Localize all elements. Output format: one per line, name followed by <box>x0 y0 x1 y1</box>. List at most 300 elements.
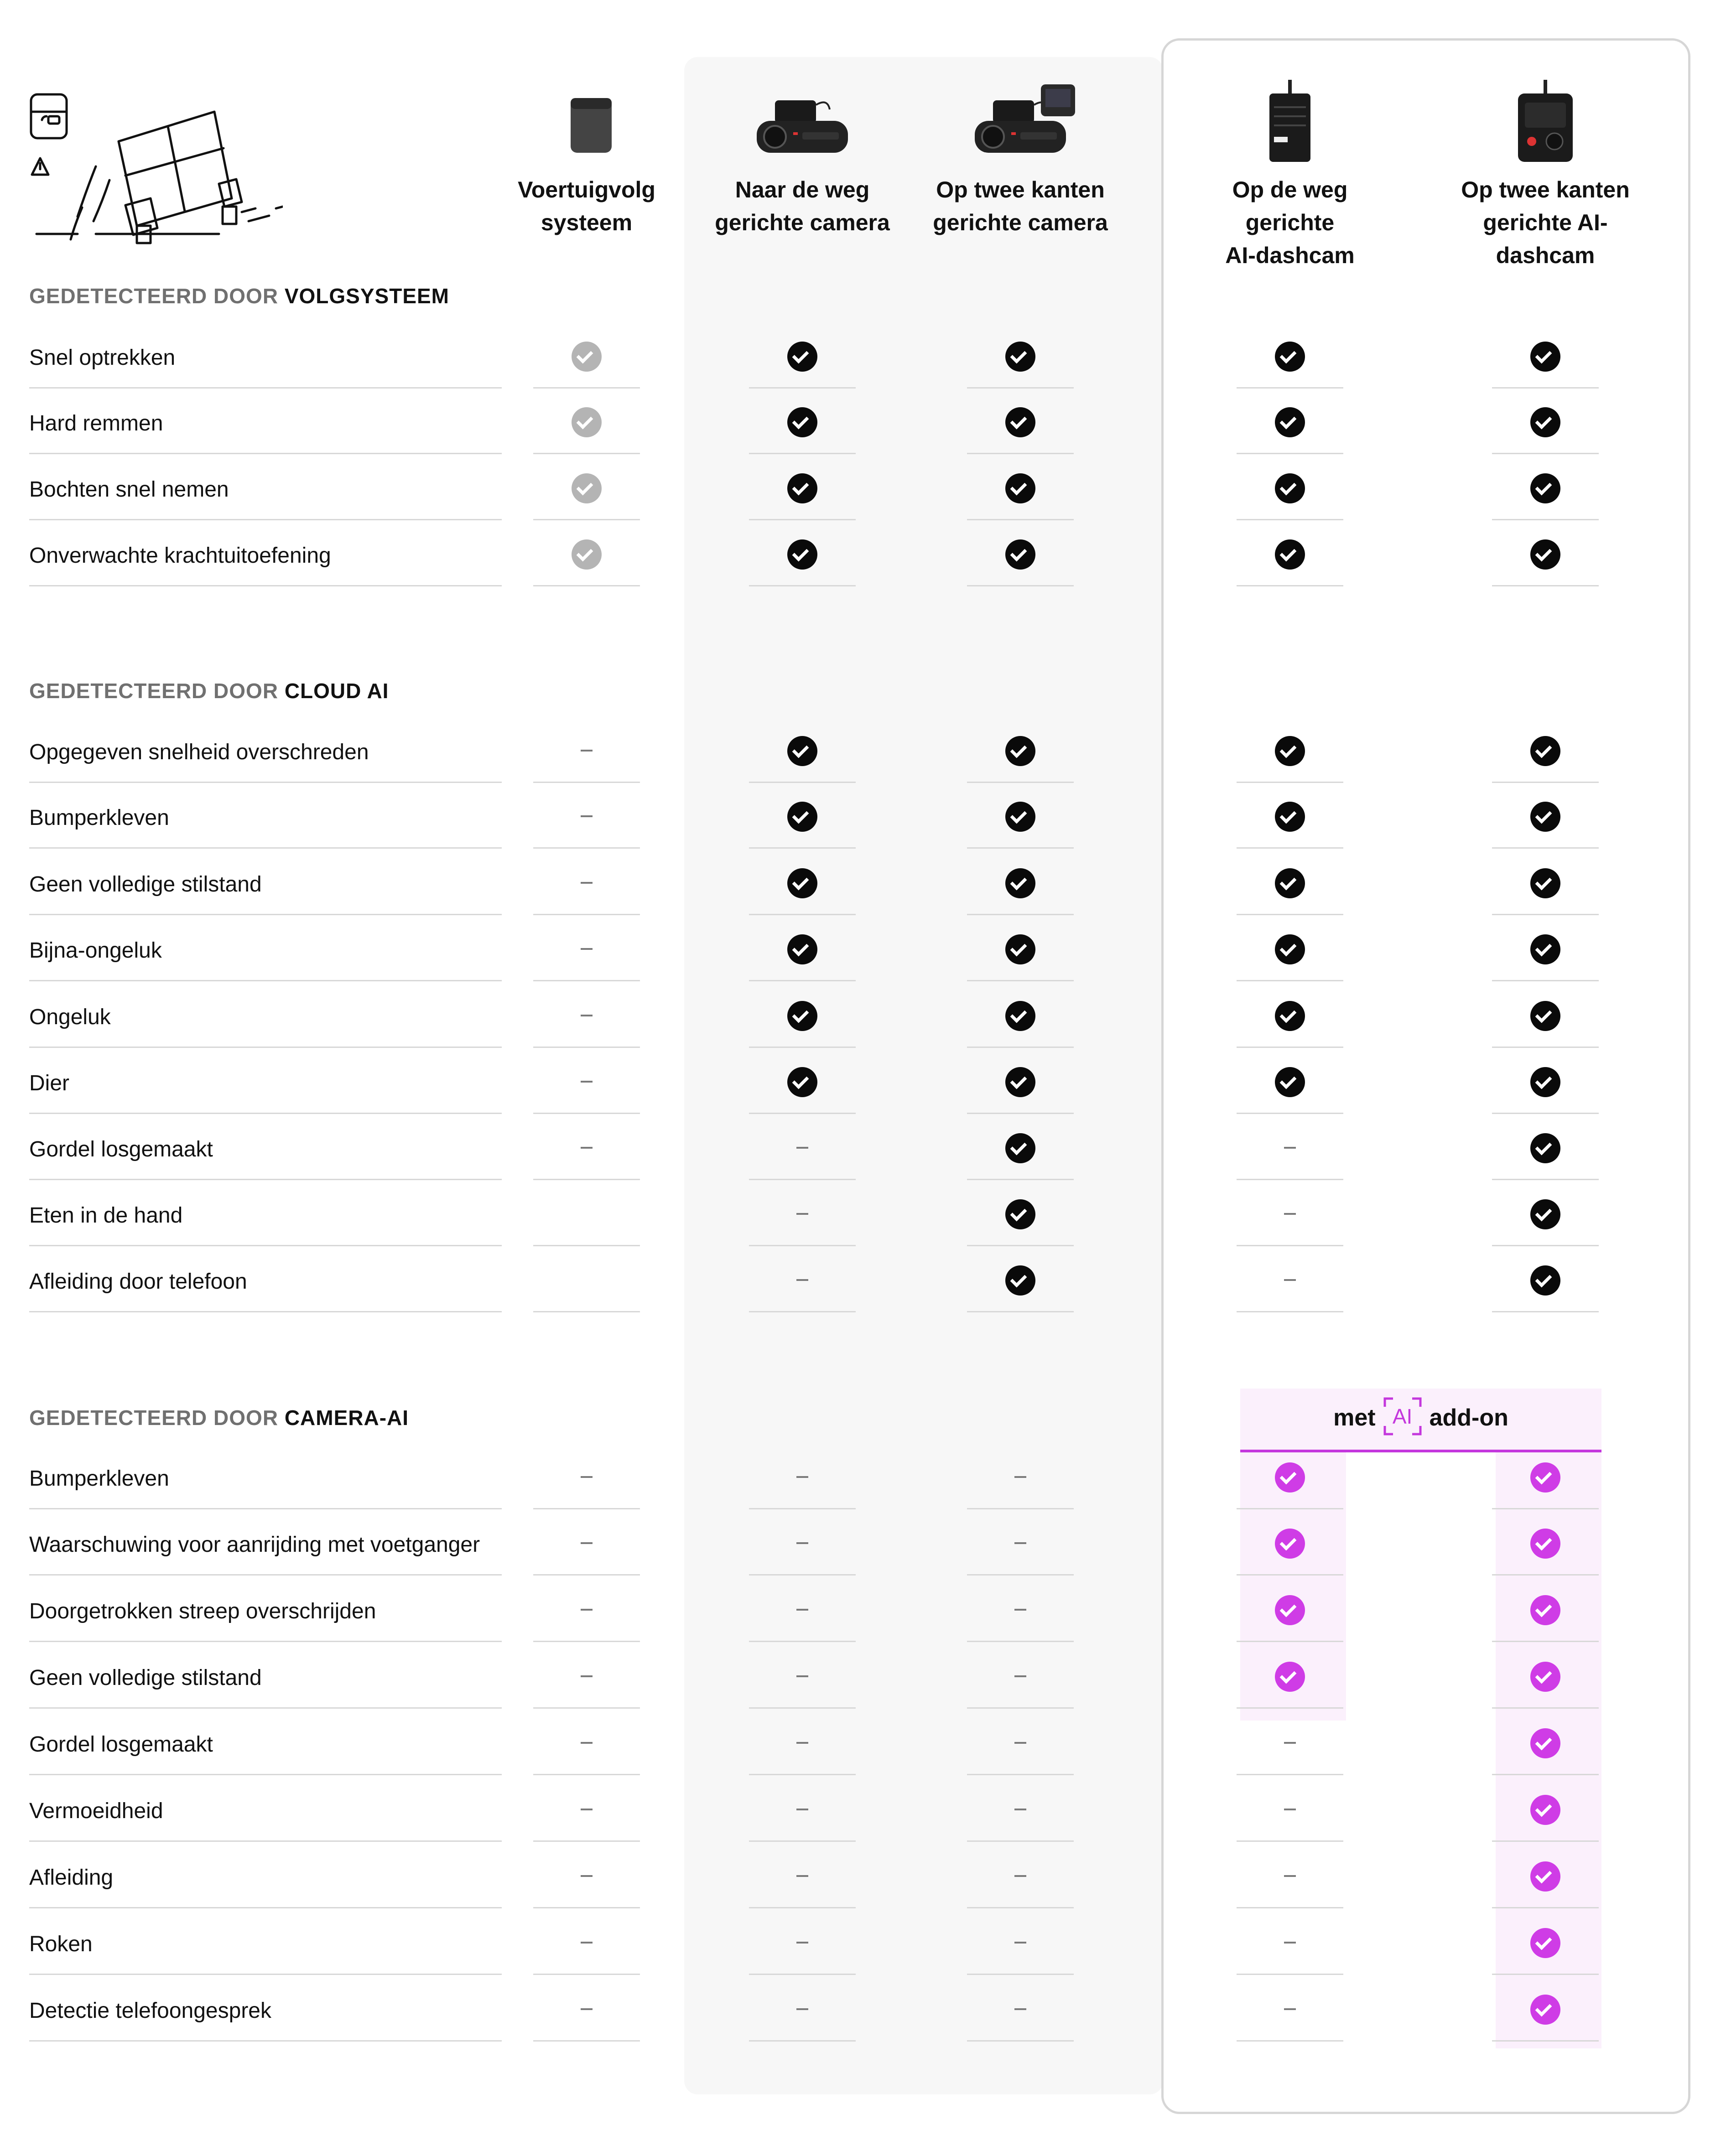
cell <box>1004 1265 1036 1296</box>
cell-divider <box>1237 1508 1343 1509</box>
check-addon-icon <box>1530 1662 1560 1692</box>
row-divider <box>29 1047 502 1048</box>
column-title-line2: gerichte AI-dashcam <box>1483 210 1608 268</box>
check-icon <box>787 473 817 503</box>
dash-icon <box>581 1875 593 1877</box>
dash-icon <box>581 1015 593 1016</box>
check-icon <box>787 802 817 832</box>
column-title-line2: AI-dashcam <box>1225 243 1355 268</box>
row-divider <box>29 1113 502 1114</box>
cell-divider <box>1492 847 1599 849</box>
cell-divider <box>1237 1840 1343 1842</box>
table-row <box>0 1785 1726 1851</box>
check-icon <box>1005 342 1035 372</box>
dash-icon <box>581 1476 593 1478</box>
cell-divider <box>533 1840 640 1842</box>
cell <box>786 1994 818 2026</box>
table-row <box>0 1718 1726 1784</box>
cell <box>1274 1462 1306 1493</box>
cell-divider <box>1237 1245 1343 1246</box>
column-title-line1: Naar de weg <box>735 177 870 202</box>
row-divider <box>29 1907 502 1908</box>
cell <box>786 1000 818 1032</box>
check-icon <box>1005 868 1035 898</box>
cell <box>571 1861 603 1892</box>
cell-divider <box>1237 1907 1343 1908</box>
check-icon <box>1275 1001 1305 1031</box>
cell-divider <box>967 1641 1074 1642</box>
cell-divider <box>533 980 640 981</box>
cell <box>1529 1000 1561 1032</box>
dash-icon <box>796 1213 808 1215</box>
cell-divider <box>967 1974 1074 1975</box>
check-icon <box>1275 868 1305 898</box>
check-gray-icon <box>572 407 602 437</box>
table-row <box>0 1985 1726 2051</box>
section-title-prefix: GEDETECTEERD DOOR <box>29 679 285 703</box>
cell <box>1004 1462 1036 1493</box>
cell-divider <box>1492 1707 1599 1709</box>
row-divider <box>29 847 502 849</box>
cell-divider <box>749 1907 856 1908</box>
cell-divider <box>533 1574 640 1576</box>
row-label: Detectie telefoongesprek <box>29 1999 271 2023</box>
cell <box>786 867 818 899</box>
cell <box>571 1594 603 1626</box>
vehicle-crash-illustration-icon <box>27 89 283 246</box>
check-addon-icon <box>1530 1995 1560 2025</box>
check-icon <box>1005 473 1035 503</box>
cell-divider <box>749 847 856 849</box>
cell-divider <box>749 1311 856 1312</box>
ai-addon-banner <box>1240 1389 1601 1452</box>
dash-icon <box>796 1542 808 1544</box>
table-row <box>0 991 1726 1057</box>
column-title <box>1190 173 1390 272</box>
cell <box>786 1727 818 1759</box>
dash-icon <box>581 750 593 751</box>
check-addon-icon <box>1530 1861 1560 1892</box>
dash-icon <box>581 1809 593 1810</box>
cell-divider <box>749 980 856 981</box>
dash-icon <box>796 1942 808 1944</box>
cell <box>1529 1661 1561 1693</box>
row-divider <box>29 1179 502 1180</box>
cell <box>1529 1794 1561 1826</box>
cell <box>1274 472 1306 504</box>
table-row <box>0 1255 1726 1322</box>
cell-divider <box>1492 1907 1599 1908</box>
dash-icon <box>1284 1742 1296 1744</box>
check-icon <box>1275 802 1305 832</box>
row-label: Afleiding <box>29 1866 114 1890</box>
cell <box>786 1861 818 1892</box>
check-icon <box>1530 736 1560 766</box>
cell <box>571 735 603 767</box>
cell <box>1529 1994 1561 2026</box>
cell <box>1529 1927 1561 1959</box>
cell-divider <box>1237 453 1343 454</box>
cell-divider <box>533 1179 640 1180</box>
check-icon <box>787 868 817 898</box>
row-label: Gordel losgemaakt <box>29 1137 213 1161</box>
check-icon <box>1530 342 1560 372</box>
row-divider <box>29 453 502 454</box>
cell-divider <box>749 1641 856 1642</box>
check-icon <box>1275 1067 1305 1097</box>
check-icon <box>1005 1199 1035 1229</box>
row-divider <box>29 1311 502 1312</box>
cell <box>786 1265 818 1296</box>
cell <box>1274 1927 1306 1959</box>
check-icon <box>787 342 817 372</box>
dash-icon <box>581 1609 593 1611</box>
row-label: Roken <box>29 1932 93 1956</box>
check-icon <box>787 1001 817 1031</box>
column-header-2 <box>702 80 903 239</box>
row-label: Bochten snel nemen <box>29 477 229 502</box>
cell-divider <box>967 1245 1074 1246</box>
column-title-line1: Op de weg gerichte <box>1232 177 1348 235</box>
check-icon <box>1005 1001 1035 1031</box>
table-row <box>0 529 1726 596</box>
row-label: Onverwachte krachtuitoefening <box>29 544 331 568</box>
cell <box>1529 1265 1561 1296</box>
cell <box>1004 1994 1036 2026</box>
cell-divider <box>533 1311 640 1312</box>
ai-addon-badge-icon <box>1383 1397 1422 1436</box>
row-label: Geen volledige stilstand <box>29 872 262 897</box>
check-gray-icon <box>572 539 602 570</box>
cell <box>1529 867 1561 899</box>
cell <box>571 1132 603 1164</box>
cell-divider <box>967 2040 1074 2042</box>
row-divider <box>29 980 502 981</box>
check-addon-icon <box>1530 1595 1560 1625</box>
cell <box>786 1198 818 1230</box>
cell <box>1004 1000 1036 1032</box>
row-label: Vermoeidheid <box>29 1799 163 1823</box>
section-title <box>29 284 449 308</box>
cell-divider <box>967 782 1074 783</box>
cell <box>571 472 603 504</box>
cell <box>786 1066 818 1098</box>
row-divider <box>29 2040 502 2042</box>
addon-prefix: met <box>1333 1405 1376 1431</box>
cell <box>571 539 603 570</box>
cell-divider <box>749 1245 856 1246</box>
cell-divider <box>967 1574 1074 1576</box>
check-icon <box>787 934 817 964</box>
check-icon <box>1275 736 1305 766</box>
cell-divider <box>1237 387 1343 389</box>
dash-icon <box>581 882 593 884</box>
addon-suffix: add-on <box>1429 1405 1508 1431</box>
row-divider <box>29 1840 502 1842</box>
cell-divider <box>967 453 1074 454</box>
cell <box>571 1727 603 1759</box>
cell <box>1004 1594 1036 1626</box>
cell-divider <box>533 1245 640 1246</box>
cell-divider <box>749 1179 856 1180</box>
table-row <box>0 1452 1726 1519</box>
table-row <box>0 858 1726 924</box>
cell <box>786 1661 818 1693</box>
check-gray-icon <box>572 342 602 372</box>
dash-icon <box>1014 1742 1026 1744</box>
dash-icon <box>581 2008 593 2010</box>
row-divider <box>29 1774 502 1775</box>
cell <box>1004 801 1036 833</box>
check-icon <box>1530 539 1560 570</box>
cell <box>1274 1198 1306 1230</box>
cell <box>1274 406 1306 438</box>
cell-divider <box>967 847 1074 849</box>
check-icon <box>1530 473 1560 503</box>
cell <box>1529 735 1561 767</box>
cell-divider <box>533 847 640 849</box>
dash-icon <box>796 1279 808 1281</box>
check-icon <box>1275 934 1305 964</box>
cell <box>571 1198 603 1230</box>
check-icon <box>1005 407 1035 437</box>
row-label: Hard remmen <box>29 411 163 435</box>
cell <box>571 1066 603 1098</box>
column-title-line2: systeem <box>541 210 633 235</box>
cell <box>1274 1661 1306 1693</box>
cell-divider <box>533 1974 640 1975</box>
column-title <box>920 173 1121 239</box>
table-row <box>0 1123 1726 1189</box>
check-icon <box>1530 407 1560 437</box>
cell <box>1004 867 1036 899</box>
cell-divider <box>1492 2040 1599 2042</box>
check-addon-icon <box>1275 1662 1305 1692</box>
column-header-5 <box>1445 80 1646 272</box>
cell-divider <box>749 1047 856 1048</box>
row-label: Eten in de hand <box>29 1203 183 1228</box>
dual-facing-camera-icon <box>920 80 1121 162</box>
cell <box>571 1528 603 1560</box>
cell <box>1274 933 1306 965</box>
cell-divider <box>533 1047 640 1048</box>
cell-divider <box>749 1774 856 1775</box>
cell <box>571 801 603 833</box>
section-title-prefix: GEDETECTEERD DOOR <box>29 1406 285 1430</box>
check-icon <box>1275 407 1305 437</box>
cell <box>1004 1927 1036 1959</box>
cell-divider <box>967 387 1074 389</box>
check-gray-icon <box>572 473 602 503</box>
cell-divider <box>1492 1774 1599 1775</box>
cell-divider <box>1492 1508 1599 1509</box>
check-icon <box>787 1067 817 1097</box>
column-header-3 <box>920 80 1121 239</box>
check-icon <box>1530 1265 1560 1296</box>
dash-icon <box>581 948 593 950</box>
cell <box>571 933 603 965</box>
cell-divider <box>749 2040 856 2042</box>
cell <box>1529 406 1561 438</box>
check-icon <box>1530 1199 1560 1229</box>
table-row <box>0 1585 1726 1651</box>
dash-icon <box>581 815 593 817</box>
cell-divider <box>749 1574 856 1576</box>
cell <box>1274 1132 1306 1164</box>
cell <box>1529 1198 1561 1230</box>
row-divider <box>29 519 502 520</box>
cell <box>786 406 818 438</box>
cell-divider <box>533 1113 640 1114</box>
column-title <box>1445 173 1646 272</box>
check-icon <box>1005 1265 1035 1296</box>
cell <box>1274 1794 1306 1826</box>
dash-icon <box>796 1742 808 1744</box>
dash-icon <box>796 1609 808 1611</box>
cell <box>571 406 603 438</box>
check-icon <box>1530 868 1560 898</box>
cell <box>1004 1661 1036 1693</box>
cell-divider <box>533 1707 640 1709</box>
check-icon <box>1005 539 1035 570</box>
cell <box>1274 801 1306 833</box>
cell-divider <box>1237 1574 1343 1576</box>
cell-divider <box>967 980 1074 981</box>
dash-icon <box>581 1675 593 1677</box>
cell-divider <box>1492 782 1599 783</box>
cell <box>1274 1994 1306 2026</box>
section-title <box>29 679 389 703</box>
check-addon-icon <box>1530 1728 1560 1758</box>
row-label: Ongeluk <box>29 1005 111 1029</box>
column-header-4 <box>1190 80 1390 272</box>
cell-divider <box>1492 1641 1599 1642</box>
cell-divider <box>1237 2040 1343 2042</box>
cell-divider <box>967 1508 1074 1509</box>
cell <box>571 1000 603 1032</box>
row-divider <box>29 1245 502 1246</box>
cell <box>786 341 818 373</box>
section-title-source: VOLGSYSTEEM <box>284 284 449 308</box>
column-title <box>702 173 903 239</box>
cell <box>1274 1861 1306 1892</box>
section-title-prefix: GEDETECTEERD DOOR <box>29 284 285 308</box>
dash-icon <box>1284 1875 1296 1877</box>
cell-divider <box>749 1508 856 1509</box>
cell-divider <box>1237 1774 1343 1775</box>
cell-divider <box>967 1113 1074 1114</box>
cell <box>1529 472 1561 504</box>
cell-divider <box>533 585 640 586</box>
cell-divider <box>967 1774 1074 1775</box>
road-ai-dashcam-icon <box>1190 80 1390 162</box>
check-icon <box>1530 1133 1560 1163</box>
row-divider <box>29 387 502 389</box>
row-divider <box>29 782 502 783</box>
check-icon <box>1005 1133 1035 1163</box>
cell-divider <box>1492 980 1599 981</box>
table-row <box>0 726 1726 792</box>
cell <box>786 1794 818 1826</box>
row-label: Gordel losgemaakt <box>29 1732 213 1757</box>
column-title-line1: Op twee kanten <box>1461 177 1630 202</box>
cell <box>1274 341 1306 373</box>
check-addon-icon <box>1530 1529 1560 1559</box>
cell <box>1529 341 1561 373</box>
column-title-line2: gerichte camera <box>933 210 1108 235</box>
section-title-source: CAMERA-AI <box>284 1406 409 1430</box>
cell-divider <box>1492 1311 1599 1312</box>
dash-icon <box>581 1942 593 1944</box>
cell-divider <box>967 1179 1074 1180</box>
cell <box>1274 1265 1306 1296</box>
cell <box>786 1132 818 1164</box>
dash-icon <box>1284 2008 1296 2010</box>
cell <box>1004 1861 1036 1892</box>
cell <box>1274 1727 1306 1759</box>
cell <box>1529 1727 1561 1759</box>
cell-divider <box>967 1907 1074 1908</box>
dash-icon <box>796 1476 808 1478</box>
cell <box>1529 801 1561 833</box>
row-label: Snel optrekken <box>29 346 176 370</box>
cell-divider <box>967 1840 1074 1842</box>
check-icon <box>1005 802 1035 832</box>
dash-icon <box>1014 1875 1026 1877</box>
cell-divider <box>1492 1574 1599 1576</box>
cell-divider <box>1237 1641 1343 1642</box>
row-divider <box>29 585 502 586</box>
cell-divider <box>1237 585 1343 586</box>
cell-divider <box>1492 1245 1599 1246</box>
check-icon <box>1530 1067 1560 1097</box>
cell-divider <box>533 1508 640 1509</box>
cell-divider <box>1237 1113 1343 1114</box>
dash-icon <box>1014 1942 1026 1944</box>
dash-icon <box>1284 1279 1296 1281</box>
cell-divider <box>1492 1113 1599 1114</box>
cell <box>1529 1132 1561 1164</box>
cell <box>1529 1861 1561 1892</box>
cell-divider <box>749 1113 856 1114</box>
cell-divider <box>1237 1047 1343 1048</box>
cell <box>1529 933 1561 965</box>
row-divider <box>29 1508 502 1509</box>
cell <box>1004 341 1036 373</box>
dash-icon <box>581 1542 593 1544</box>
check-icon <box>1530 1001 1560 1031</box>
table-row <box>0 924 1726 990</box>
dash-icon <box>581 1147 593 1149</box>
cell <box>786 1528 818 1560</box>
cell-divider <box>1492 1840 1599 1842</box>
row-label: Bumperkleven <box>29 1467 169 1491</box>
cell-divider <box>533 387 640 389</box>
cell-divider <box>1237 1311 1343 1312</box>
cell <box>1274 1528 1306 1560</box>
cell-divider <box>1492 519 1599 520</box>
dash-icon <box>1014 2008 1026 2010</box>
cell <box>1274 1594 1306 1626</box>
check-icon <box>1275 473 1305 503</box>
cell-divider <box>967 519 1074 520</box>
dual-ai-dashcam-icon <box>1445 80 1646 162</box>
check-addon-icon <box>1530 1462 1560 1493</box>
dash-icon <box>1014 1476 1026 1478</box>
cell-divider <box>533 453 640 454</box>
cell <box>1529 1594 1561 1626</box>
check-addon-icon <box>1275 1529 1305 1559</box>
